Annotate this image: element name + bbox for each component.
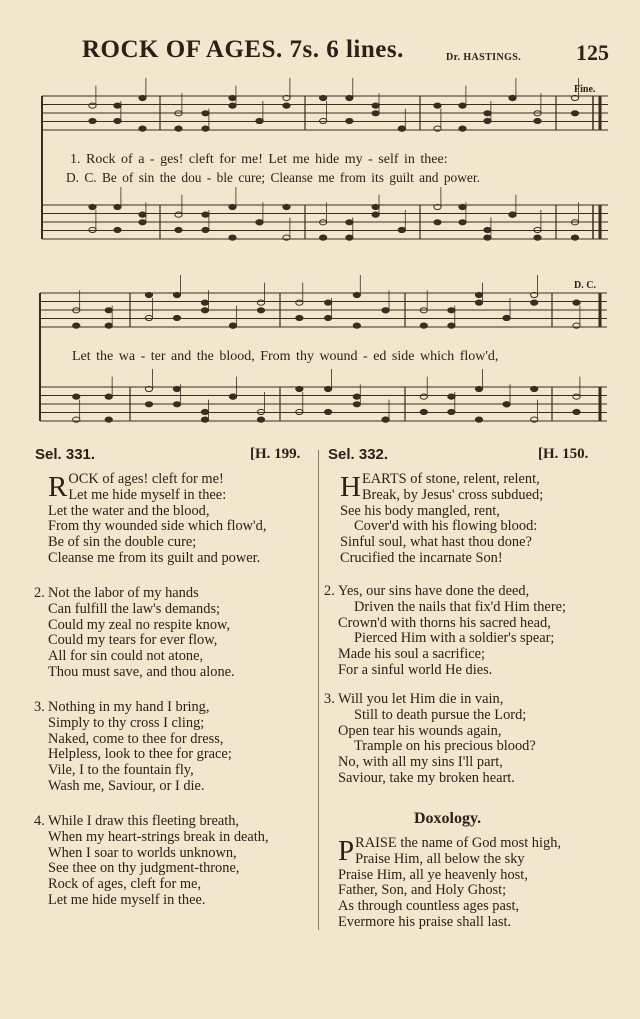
lyrics-line-1-dc: D. C. Be of sin the dou - ble cure; Cleanse me from its guilt and power. [66,170,480,185]
verse-line: Sinful soul, what hast thou done? [340,534,532,551]
doxology-verse [338,836,634,931]
verse-line: Yes, our sins have done the deed, [338,583,530,599]
doxology-title: Doxology. [414,810,482,827]
verse-line: All for sin could not atone, [48,648,204,665]
hymn-331-verse-1 [48,472,318,567]
verse-number: 2. [34,585,45,601]
drop-cap: R [48,471,68,503]
drop-cap: P [338,835,355,867]
verse-number: 2. [324,583,335,599]
verse-line: Thou must save, and thou alone. [48,663,235,680]
verse-line: Vile, I to the fountain fly, [48,762,194,779]
verse-line: Helpless, look to thee for grace; [48,746,232,763]
selection-332-ref: [H. 150. [538,446,589,462]
verse-line: RAISE the name of God most high, [355,835,561,851]
verse-line: Evermore his praise shall last. [338,913,512,930]
hymn-331-verse-2 [34,586,314,681]
verse-line: Can fulfill the law's demands; [48,600,221,617]
verse-number: 3. [324,691,335,707]
lyrics-line-1: 1. Rock of a - ges! cleft for me! Let me hide my - self in thee: [70,152,448,167]
selection-332-label: Sel. 332. [328,446,389,463]
verse-line: From thy wounded side which flow'd, [48,518,267,535]
verse-number: 4. [34,813,45,829]
verse-line: Let me hide myself in thee: [68,486,227,503]
verse-line: Crown'd with thorns his sacred head, [338,614,551,631]
dc-marking: D. C. [574,280,596,291]
verse-line: Praise Him, all ye heavenly host, [338,866,528,883]
lyrics-line-2: Let the wa - ter and the blood, From thy wound - ed side which flow'd, [72,349,499,364]
hymn-332-verse-1 [340,472,635,567]
hymn-title: ROCK OF AGES. 7s. 6 lines. [82,36,404,63]
verse-line: For a sinful world He dies. [338,661,493,678]
verse-line: Let the water and the blood, [48,502,210,519]
hymn-332-verse-2 [324,584,630,679]
verse-line: Cleanse me from its guilt and power. [48,549,261,566]
verse-line: EARTS of stone, relent, relent, [361,471,540,487]
verse-line: While I draw this fleeting breath, [48,813,240,829]
verse-line: Driven the nails that fix'd Him there; [354,598,567,615]
verse-line: No, with all my sins I'll part, [338,754,503,771]
verse-line: Let me hide myself in thee. [48,891,206,908]
hymn-331-verse-4 [34,814,314,909]
verse-line: Break, by Jesus' cross subdued; [361,486,544,503]
fine-marking: Fine. [574,84,596,95]
verse-line: Father, Son, and Holy Ghost; [338,882,507,899]
verse-line: Not the labor of my hands [48,585,199,601]
verse-line: Still to death pursue the Lord; [354,706,527,723]
verse-line: Cover'd with his flowing blood: [354,518,538,535]
selection-331-ref: [H. 199. [250,446,301,462]
verse-line: Praise Him, all below the sky [355,850,525,867]
verse-line: Could my tears for ever flow, [48,632,218,649]
verse-line: When I soar to worlds unknown, [48,844,237,861]
verse-line: Crucified the incarnate Son! [340,549,503,566]
verse-line: Open tear his wounds again, [338,722,502,739]
hymn-332-verse-3 [324,692,630,787]
verse-line: Be of sin the double cure; [48,534,197,551]
verse-line: When my heart-strings break in death, [48,828,269,845]
verse-line: Trample on his precious blood? [354,738,536,755]
verse-line: Wash me, Saviour, or I die. [48,777,205,794]
verse-line: Saviour, take my broken heart. [338,769,515,786]
page-number: 125 [576,40,609,65]
verse-number: 3. [34,699,45,715]
verse-line: Could my zeal no respite know, [48,616,231,633]
verse-line: See thee on thy judgment-throne, [48,860,240,877]
verse-line: Rock of ages, cleft for me, [48,876,202,893]
verse-line: Will you let Him die in vain, [338,691,504,707]
verse-line: Made his soul a sacrifice; [338,646,486,663]
selection-331-label: Sel. 331. [35,446,96,463]
column-divider [318,450,319,930]
verse-line: Naked, come to thee for dress, [48,730,224,747]
music-score [0,0,640,440]
verse-line: Pierced Him with a soldier's spear; [354,630,555,647]
hymn-331-verse-3 [34,700,314,795]
composer-credit: Dr. HASTINGS. [446,52,522,63]
verse-line: As through countless ages past, [338,898,520,915]
verse-line: See his body mangled, rent, [340,502,500,519]
verse-line: Nothing in my hand I bring, [48,699,210,715]
verse-line: Simply to thy cross I cling; [48,714,205,731]
drop-cap: H [340,471,361,503]
verse-line: OCK of ages! cleft for me! [68,471,224,487]
